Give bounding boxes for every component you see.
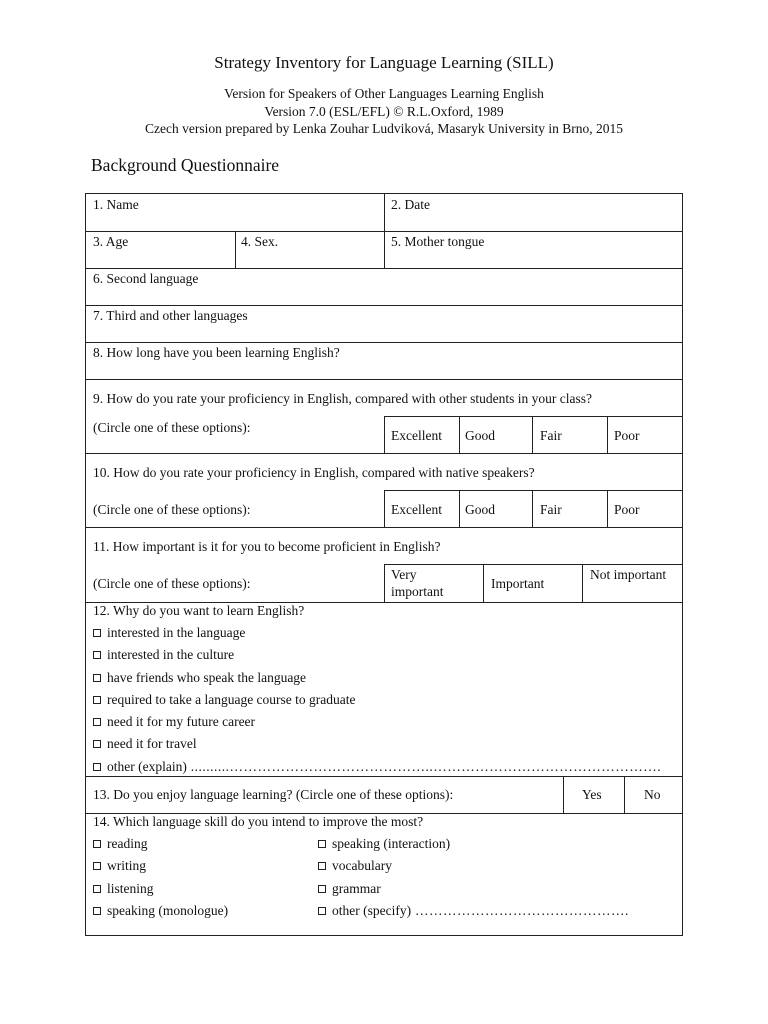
q14-option[interactable] — [93, 881, 154, 897]
q12-option[interactable] — [93, 647, 234, 663]
checkbox-icon[interactable] — [318, 885, 326, 893]
q11-option-not-important[interactable]: Not important — [590, 567, 667, 582]
q14-option[interactable] — [318, 881, 381, 897]
age-field-label[interactable]: 3. Age — [93, 234, 129, 249]
q14-option-label: grammar — [332, 881, 381, 896]
checkbox-icon[interactable] — [318, 862, 326, 870]
q9-instruction: (Circle one of these options): — [93, 420, 251, 435]
checkbox-icon[interactable] — [93, 740, 101, 748]
q11-option-important[interactable]: Important — [491, 576, 545, 591]
q11-instruction: (Circle one of these options): — [93, 576, 251, 591]
q14-option-label: speaking (monologue) — [107, 903, 229, 918]
checkbox-icon[interactable] — [318, 907, 326, 915]
q12-option-label: need it for my future career — [107, 714, 256, 729]
q11-question: 11. How important is it for you to become proficient in English? — [93, 539, 441, 554]
q14-option-label: other (specify) — [332, 903, 412, 918]
q12-option[interactable] — [93, 625, 245, 641]
q10-option-good[interactable]: Good — [465, 502, 495, 517]
second-language-field-label[interactable]: 6. Second language — [93, 271, 199, 286]
questionnaire-form — [85, 193, 683, 936]
col-divider — [607, 416, 608, 453]
checkbox-icon[interactable] — [93, 840, 101, 848]
q10-option-poor[interactable]: Poor — [614, 502, 640, 517]
q12-option-label: interested in the language — [107, 625, 246, 640]
section-title: Background Questionnaire — [91, 155, 280, 175]
q10-option-fair[interactable]: Fair — [540, 502, 562, 517]
row-divider — [86, 268, 682, 269]
subtitle-version-number: Version 7.0 (ESL/EFL) © R.L.Oxford, 1989 — [264, 104, 504, 119]
q14-question: 14. Which language skill do you intend to improve the most? — [93, 814, 424, 829]
col-divider — [607, 490, 608, 527]
row-divider — [86, 342, 682, 343]
q14-option[interactable] — [93, 858, 146, 874]
q12-option-label: have friends who speak the language — [107, 670, 307, 685]
q14-option-label: vocabulary — [332, 858, 392, 873]
q14-option-other[interactable] — [318, 903, 629, 919]
q9-option-poor[interactable]: Poor — [614, 428, 640, 443]
q9-option-good[interactable]: Good — [465, 428, 495, 443]
q12-option-label: interested in the culture — [107, 647, 235, 662]
q13-question: 13. Do you enjoy language learning? (Circle one of these options): — [93, 787, 454, 802]
checkbox-icon[interactable] — [93, 674, 101, 682]
options-box-top — [384, 416, 682, 417]
q9-question: 9. How do you rate your proficiency in English, compared with other students in your class? — [93, 391, 593, 406]
q12-question: 12. Why do you want to learn English? — [93, 603, 305, 618]
col-divider — [235, 231, 236, 268]
q14-option[interactable] — [318, 836, 450, 852]
how-long-field-label[interactable]: 8. How long have you been learning English? — [93, 345, 340, 360]
q14-option[interactable] — [93, 836, 147, 852]
q14-option[interactable] — [93, 903, 228, 919]
checkbox-icon[interactable] — [93, 696, 101, 704]
row-divider — [86, 776, 682, 777]
subtitle-version-for: Version for Speakers of Other Languages Learning English — [224, 86, 544, 101]
col-divider — [624, 776, 625, 813]
q14-option-label: writing — [107, 858, 146, 873]
q13-option-no[interactable]: No — [644, 787, 661, 802]
q12-option[interactable] — [93, 736, 197, 752]
checkbox-icon[interactable] — [93, 718, 101, 726]
q14-option-label: reading — [107, 836, 148, 851]
q10-instruction: (Circle one of these options): — [93, 502, 251, 517]
col-divider — [384, 194, 385, 268]
third-languages-field-label[interactable]: 7. Third and other languages — [93, 308, 248, 323]
q12-option-other[interactable] — [93, 759, 661, 775]
col-divider — [483, 564, 484, 602]
checkbox-icon[interactable] — [93, 651, 101, 659]
q12-option-label: required to take a language course to graduate — [107, 692, 356, 707]
row-divider — [86, 305, 682, 306]
col-divider — [532, 490, 533, 527]
checkbox-icon[interactable] — [318, 840, 326, 848]
mother-tongue-field-label[interactable]: 5. Mother tongue — [391, 234, 485, 249]
fill-in-dotted-line[interactable]: ..........……………………………………..…………………………………………. — [186, 759, 662, 774]
q12-option[interactable] — [93, 670, 306, 686]
q13-option-yes[interactable]: Yes — [582, 787, 602, 802]
q9-option-fair[interactable]: Fair — [540, 428, 562, 443]
options-box-top — [384, 490, 682, 491]
q11-option-very-important[interactable]: Very important — [391, 567, 444, 599]
q12-option-label: other (explain) — [107, 759, 187, 774]
checkbox-icon[interactable] — [93, 629, 101, 637]
col-divider — [459, 416, 460, 453]
col-divider — [384, 490, 385, 527]
q12-option[interactable] — [93, 714, 255, 730]
row-divider — [86, 379, 682, 380]
q9-option-excellent[interactable]: Excellent — [391, 428, 442, 443]
col-divider — [384, 564, 385, 602]
row-divider — [86, 453, 682, 454]
checkbox-icon[interactable] — [93, 763, 101, 771]
sex-field-label[interactable]: 4. Sex. — [241, 234, 279, 249]
col-divider — [532, 416, 533, 453]
q14-option[interactable] — [318, 858, 392, 874]
checkbox-icon[interactable] — [93, 885, 101, 893]
col-divider — [563, 776, 564, 813]
checkbox-icon[interactable] — [93, 907, 101, 915]
col-divider — [384, 416, 385, 453]
q10-option-excellent[interactable]: Excellent — [391, 502, 442, 517]
date-field-label[interactable]: 2. Date — [391, 197, 430, 212]
q14-option-label: speaking (interaction) — [332, 836, 451, 851]
options-box-top — [384, 564, 682, 565]
name-field-label[interactable]: 1. Name — [93, 197, 139, 212]
q12-option-label: need it for travel — [107, 736, 197, 751]
subtitle-czech-version: Czech version prepared by Lenka Zouhar Ludviková, Masaryk University in Brno, 2015 — [145, 121, 623, 136]
col-divider — [582, 564, 583, 602]
row-divider — [86, 527, 682, 528]
q12-option[interactable] — [93, 692, 356, 708]
col-divider — [459, 490, 460, 527]
q14-option-label: listening — [107, 881, 154, 896]
document-title: Strategy Inventory for Language Learning (SILL) — [214, 53, 554, 72]
checkbox-icon[interactable] — [93, 862, 101, 870]
q10-question: 10. How do you rate your proficiency in English, compared with native speakers? — [93, 465, 535, 480]
fill-in-dotted-line[interactable]: ………………………………………. — [411, 903, 629, 918]
